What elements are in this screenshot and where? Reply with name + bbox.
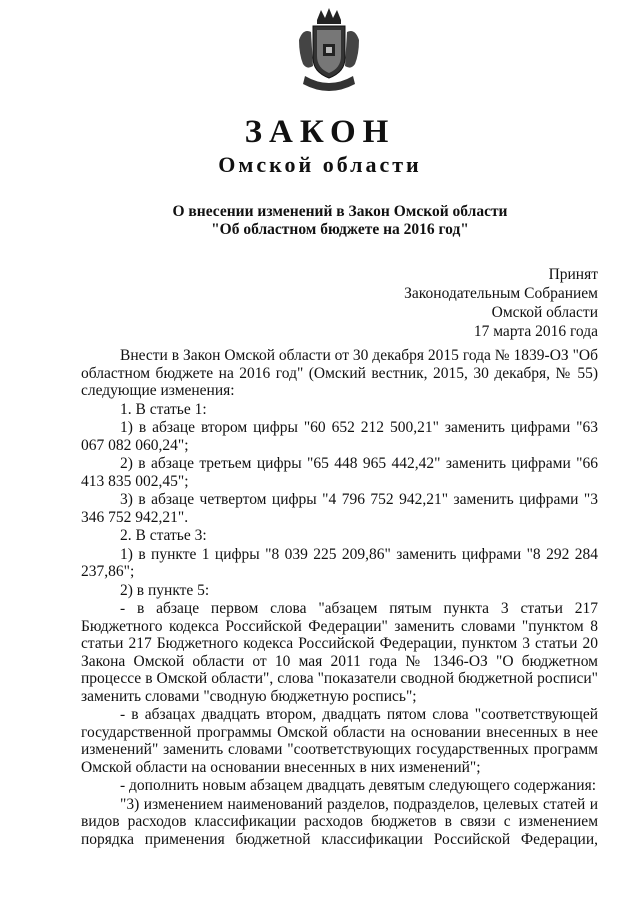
paragraph-item-2-dash-2: - в абзацах двадцать втором, двадцать пятом слова "соответствующей государственной программы Омской области на основании внесенных в нее изменений" заменить словами "соответствующих государственных программ Омской области на основании внесенных в них изменений"; (81, 706, 598, 776)
paragraph-article-3-item-1: 1) в пункте 1 цифры "8 039 225 209,86" заменить цифрами "8 292 284 237,86"; (81, 545, 598, 580)
paragraph-article-1: 1. В статье 1: (120, 400, 207, 418)
law-heading (60, 203, 620, 239)
paragraph-article-1-item-2: 2) в абзаце третьем цифры "65 448 965 442,42" заменить цифрами "66 413 835 002,45"; (81, 455, 598, 490)
paragraph-article-3: 2. В статье 3: (120, 527, 207, 544)
paragraph-item-2-dash-3: - дополнить новым абзацем двадцать девятым следующего содержания: (120, 777, 597, 794)
adoption-block (404, 265, 598, 341)
coat-of-arms-emblem (295, 6, 363, 98)
law-heading-line-1: О внесении изменений в Закон Омской области (172, 203, 508, 220)
adoption-line-2: Законодательным Собранием (404, 285, 598, 302)
region-subtitle: Омской области (218, 152, 422, 177)
paragraph-intro: Внести в Закон Омской области от 30 декабря 2015 года № 1839-ОЗ "Об областном бюджете на 2016 год" (Омский вестник, 2015, 30 декабря, № 55) следующие изменения: (81, 347, 598, 399)
adoption-line-3: Омской области (491, 304, 598, 321)
paragraph-new-clause-3: "3) изменением наименований разделов, подразделов, целевых статей и видов расходов классификации расходов бюджетов в связи с изменением порядка применения бюджетной классификации Российской Федерации, (81, 795, 598, 848)
paragraph-article-1-item-1: 1) в абзаце втором цифры "60 652 212 500,21" заменить цифрами "63 067 082 060,24"; (81, 419, 598, 454)
law-heading-line-2: "Об областном бюджете на 2016 год" (211, 221, 469, 238)
paragraph-article-1-item-3: 3) в абзаце четвертом цифры "4 796 752 942,21" заменить цифрами "3 346 752 942,21". (81, 491, 598, 526)
adoption-line-1: Принят (548, 266, 598, 283)
law-body (81, 347, 598, 849)
paragraph-article-3-item-2: 2) в пункте 5: (120, 581, 210, 599)
adoption-date: 17 марта 2016 года (473, 323, 598, 340)
document-type-title: ЗАКОН (244, 114, 396, 150)
paragraph-item-2-dash-1: - в абзаце первом слова "абзацем пятым пункта 3 статьи 217 Бюджетного кодекса Российской Федерации" заменить словами "пунктом 8 статьи 217 Бюджетного кодекса Российской Федерации, пунктом 3 статьи 20 Закона Омской области от 10 мая 2011 года № 1346-ОЗ "О бюджетном процессе в Омской области", слова "показатели сводной бюджетной росписи" заменить словами "сводную бюджетную роспись"; (81, 600, 598, 705)
